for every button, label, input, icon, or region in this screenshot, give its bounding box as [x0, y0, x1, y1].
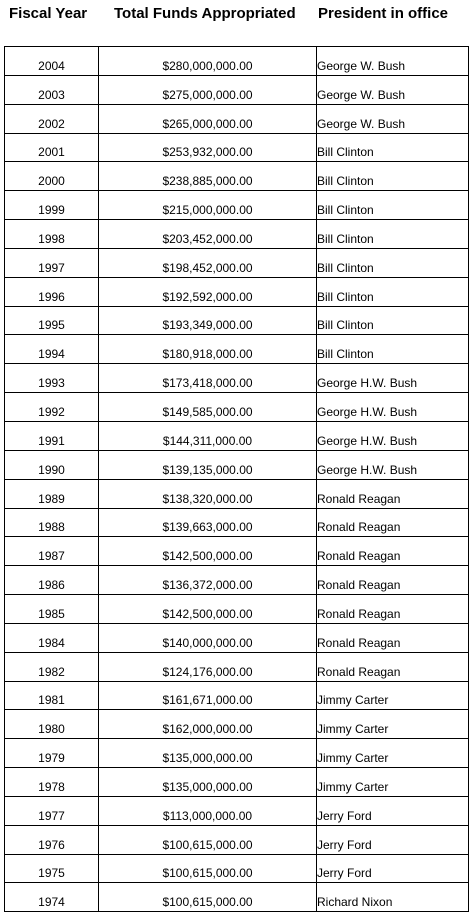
- president-cell: Jimmy Carter: [317, 768, 469, 797]
- president-cell: Bill Clinton: [317, 133, 469, 162]
- president-cell: Bill Clinton: [317, 220, 469, 249]
- fiscal-year-cell: 1988: [5, 508, 99, 537]
- table-row: [5, 623, 469, 652]
- table-row: [5, 393, 469, 422]
- funds-cell: $253,932,000.00: [99, 133, 317, 162]
- president-cell: Ronald Reagan: [317, 652, 469, 681]
- fiscal-year-cell: 1985: [5, 595, 99, 624]
- president-cell: George W. Bush: [317, 47, 469, 76]
- president-cell: George H.W. Bush: [317, 393, 469, 422]
- table-row: [5, 710, 469, 739]
- president-cell: George W. Bush: [317, 75, 469, 104]
- fiscal-year-cell: 1992: [5, 393, 99, 422]
- column-header-fiscal-year: Fiscal Year: [9, 5, 88, 22]
- table-row: [5, 191, 469, 220]
- column-header-total-funds: Total Funds Appropriated: [114, 5, 296, 22]
- fiscal-year-cell: 1999: [5, 191, 99, 220]
- appropriations-table: [4, 46, 469, 912]
- table-row: [5, 335, 469, 364]
- funds-cell: $161,671,000.00: [99, 681, 317, 710]
- table-row: [5, 133, 469, 162]
- president-cell: Bill Clinton: [317, 162, 469, 191]
- table-body: [5, 47, 469, 912]
- fiscal-year-cell: 1981: [5, 681, 99, 710]
- president-cell: Ronald Reagan: [317, 508, 469, 537]
- funds-cell: $192,592,000.00: [99, 277, 317, 306]
- funds-cell: $135,000,000.00: [99, 768, 317, 797]
- president-cell: Bill Clinton: [317, 335, 469, 364]
- fiscal-year-cell: 1995: [5, 306, 99, 335]
- fiscal-year-cell: 1986: [5, 566, 99, 595]
- table-row: [5, 248, 469, 277]
- funds-cell: $142,500,000.00: [99, 537, 317, 566]
- table-row: [5, 306, 469, 335]
- funds-cell: $100,615,000.00: [99, 825, 317, 854]
- president-cell: Jimmy Carter: [317, 710, 469, 739]
- table-row: [5, 768, 469, 797]
- funds-cell: $198,452,000.00: [99, 248, 317, 277]
- funds-cell: $265,000,000.00: [99, 104, 317, 133]
- fiscal-year-cell: 1982: [5, 652, 99, 681]
- fiscal-year-cell: 2000: [5, 162, 99, 191]
- president-cell: George H.W. Bush: [317, 421, 469, 450]
- funds-cell: $280,000,000.00: [99, 47, 317, 76]
- fiscal-year-cell: 1980: [5, 710, 99, 739]
- table-row: [5, 883, 469, 912]
- president-cell: George W. Bush: [317, 104, 469, 133]
- fiscal-year-cell: 1989: [5, 479, 99, 508]
- fiscal-year-cell: 1979: [5, 739, 99, 768]
- table-row: [5, 739, 469, 768]
- fiscal-year-cell: 1997: [5, 248, 99, 277]
- funds-cell: $180,918,000.00: [99, 335, 317, 364]
- funds-cell: $135,000,000.00: [99, 739, 317, 768]
- funds-cell: $142,500,000.00: [99, 595, 317, 624]
- table-row: [5, 47, 469, 76]
- fiscal-year-cell: 1974: [5, 883, 99, 912]
- president-cell: Jerry Ford: [317, 796, 469, 825]
- table-row: [5, 537, 469, 566]
- funds-cell: $238,885,000.00: [99, 162, 317, 191]
- funds-cell: $140,000,000.00: [99, 623, 317, 652]
- table-row: [5, 75, 469, 104]
- funds-cell: $275,000,000.00: [99, 75, 317, 104]
- fiscal-year-cell: 1996: [5, 277, 99, 306]
- president-cell: Ronald Reagan: [317, 595, 469, 624]
- funds-cell: $113,000,000.00: [99, 796, 317, 825]
- column-header-president: President in office: [318, 5, 449, 22]
- president-cell: Jerry Ford: [317, 854, 469, 883]
- fiscal-year-cell: 2002: [5, 104, 99, 133]
- funds-cell: $203,452,000.00: [99, 220, 317, 249]
- fiscal-year-cell: 1993: [5, 364, 99, 393]
- fiscal-year-cell: 1994: [5, 335, 99, 364]
- fiscal-year-cell: 1987: [5, 537, 99, 566]
- table-row: [5, 421, 469, 450]
- fiscal-year-cell: 1978: [5, 768, 99, 797]
- president-cell: Bill Clinton: [317, 191, 469, 220]
- table-row: [5, 162, 469, 191]
- table-row: [5, 479, 469, 508]
- table-row: [5, 104, 469, 133]
- funds-cell: $100,615,000.00: [99, 854, 317, 883]
- funds-cell: $136,372,000.00: [99, 566, 317, 595]
- funds-cell: $162,000,000.00: [99, 710, 317, 739]
- fiscal-year-cell: 1990: [5, 450, 99, 479]
- fiscal-year-cell: 1991: [5, 421, 99, 450]
- president-cell: Jimmy Carter: [317, 739, 469, 768]
- funds-cell: $144,311,000.00: [99, 421, 317, 450]
- table-row: [5, 220, 469, 249]
- president-cell: Ronald Reagan: [317, 623, 469, 652]
- funds-cell: $124,176,000.00: [99, 652, 317, 681]
- president-cell: Bill Clinton: [317, 248, 469, 277]
- table-row: [5, 854, 469, 883]
- funds-cell: $138,320,000.00: [99, 479, 317, 508]
- funds-cell: $139,663,000.00: [99, 508, 317, 537]
- president-cell: Ronald Reagan: [317, 479, 469, 508]
- table-row: [5, 508, 469, 537]
- fiscal-year-cell: 1977: [5, 796, 99, 825]
- table-row: [5, 825, 469, 854]
- table-row: [5, 681, 469, 710]
- table-row: [5, 652, 469, 681]
- funds-cell: $139,135,000.00: [99, 450, 317, 479]
- table-row: [5, 364, 469, 393]
- fiscal-year-cell: 1984: [5, 623, 99, 652]
- fiscal-year-cell: 1998: [5, 220, 99, 249]
- table-header: [0, 0, 473, 30]
- fiscal-year-cell: 1975: [5, 854, 99, 883]
- table-row: [5, 277, 469, 306]
- fiscal-year-cell: 1976: [5, 825, 99, 854]
- president-cell: Ronald Reagan: [317, 566, 469, 595]
- table-row: [5, 595, 469, 624]
- fiscal-year-cell: 2003: [5, 75, 99, 104]
- table-row: [5, 450, 469, 479]
- funds-cell: $173,418,000.00: [99, 364, 317, 393]
- funds-cell: $215,000,000.00: [99, 191, 317, 220]
- funds-cell: $149,585,000.00: [99, 393, 317, 422]
- table-row: [5, 796, 469, 825]
- fiscal-year-cell: 2004: [5, 47, 99, 76]
- table-row: [5, 566, 469, 595]
- president-cell: Bill Clinton: [317, 306, 469, 335]
- funds-cell: $193,349,000.00: [99, 306, 317, 335]
- president-cell: George H.W. Bush: [317, 364, 469, 393]
- president-cell: Jerry Ford: [317, 825, 469, 854]
- president-cell: Ronald Reagan: [317, 537, 469, 566]
- president-cell: Jimmy Carter: [317, 681, 469, 710]
- fiscal-year-cell: 2001: [5, 133, 99, 162]
- funds-cell: $100,615,000.00: [99, 883, 317, 912]
- president-cell: Bill Clinton: [317, 277, 469, 306]
- president-cell: George H.W. Bush: [317, 450, 469, 479]
- president-cell: Richard Nixon: [317, 883, 469, 912]
